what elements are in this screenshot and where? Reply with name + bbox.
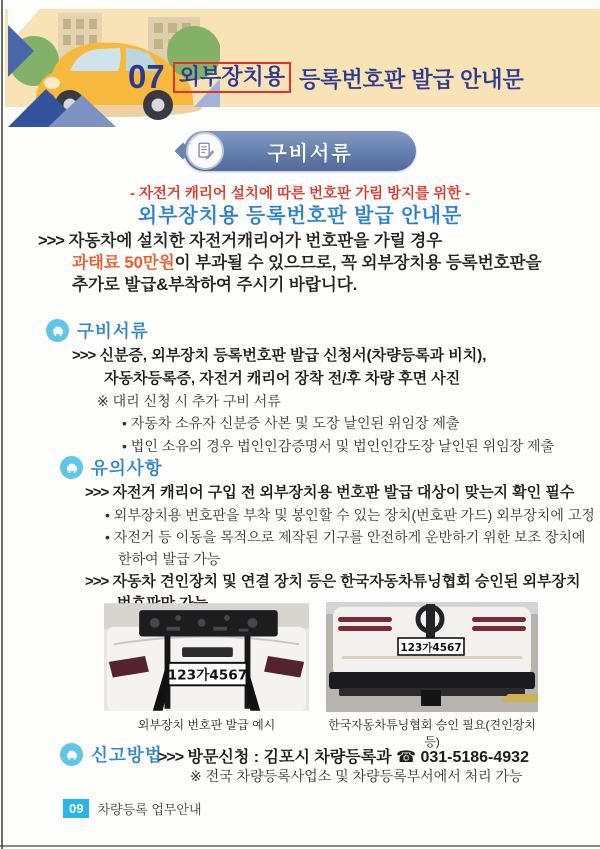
caption-plate-example: 외부장치 번호판 발급 예시 (137, 718, 276, 732)
car-icon (60, 743, 83, 766)
intro-line1: >>> 자동차에 설치한 자전거캐리어가 번호판을 가릴 경우 (38, 232, 443, 250)
documents-badge (184, 131, 416, 171)
cautions-bullet2: • 자전거 등 이동을 목적으로 제작된 기구를 안전하게 운반하기 위한 보조 장치에 (105, 529, 586, 545)
subtitle-red: - 자전거 캐리어 설치에 따른 번호판 가림 방지를 위한 - (129, 186, 471, 202)
intro-line3: 추가로 발급&부착하여 주시기 바랍니다. (72, 276, 358, 294)
section-documents-title: 구비서류 (77, 321, 149, 341)
car-icon (60, 456, 83, 479)
license-plate-text: 123가4567 (400, 642, 462, 654)
footer-label: 차량등록 업무안내 (97, 802, 202, 817)
cautions-bullet2-cont: 한하여 발급 가능 (118, 551, 221, 567)
intro-paragraph (38, 230, 541, 296)
subtitle-blue: 외부장치용 등록번호판 발급 안내문 (137, 205, 463, 227)
documents-line1: >>> 신분증, 외부장치 등록번호판 발급 신청서(차량등록과 비치), (72, 347, 487, 364)
document-pencil-icon (188, 134, 222, 168)
section-cautions-header (60, 455, 163, 480)
cautions-item1: >>> 자전거 캐리어 구입 전 외부장치용 번호판 발급 대상이 맞는지 확인 필수 (85, 484, 575, 501)
page-footer (63, 799, 202, 818)
badge-label: 구비서류 (267, 142, 353, 165)
cautions-item2: >>> 자동차 견인장치 및 연결 장치 등은 한국자동차튜닝협회 승인된 외부장치 (85, 573, 581, 590)
car-icon (46, 319, 69, 342)
page-title (128, 60, 524, 93)
photo-tow-carrier (326, 601, 538, 713)
page-number-badge: 09 (63, 799, 89, 818)
documents-line2: 자동차등록증, 자전거 캐리어 장착 전/후 차량 후면 사진 (104, 370, 461, 387)
section-cautions-title: 유의사항 (91, 458, 163, 478)
section-number: 07 (128, 58, 165, 95)
scan-edge-bottom (0, 845, 600, 847)
section-apply-header (60, 742, 163, 767)
caption-tow-carrier: 한국자동차튜닝협회 승인 필요(견인장치 등) (328, 718, 536, 749)
scan-edge-left (1, 0, 3, 849)
documents-bullet1: • 자동차 소유자 신분증 사본 및 도장 날인된 위임장 제출 (122, 415, 460, 431)
intro-line2: 과태료 50만원이 부과될 수 있으므로, 꼭 외부장치용 등록번호판을 (72, 254, 542, 272)
penalty-highlight: 과태료 50만원 (72, 254, 175, 272)
section-documents-header (46, 318, 149, 343)
documents-note: ※ 대리 신청 시 추가 구비 서류 (97, 393, 281, 409)
documents-bullet2: • 법인 소유의 경우 법인인감증명서 및 법인인감도장 날인된 위임장 제출 (122, 438, 555, 454)
license-plate-text: 123가4567 (167, 667, 248, 684)
apply-line2: ※ 전국 차량등록사업소 및 차량등록부서에서 처리 가능 (190, 768, 523, 784)
section-apply-title: 신고방법 (91, 745, 163, 765)
apply-line1: >>> 방문신청 : 김포시 차량등록과 ☎ 031-5186-4932 (158, 749, 529, 766)
title-rest: 등록번호판 발급 안내문 (298, 66, 524, 92)
cautions-bullet1: • 외부장치용 번호판을 부착 및 봉인할 수 있는 장치(번호판 가드) 외부장치에 고정 (105, 507, 595, 523)
title-boxed-word: 외부장치용 (173, 62, 291, 93)
photo-plate-example (104, 601, 309, 713)
